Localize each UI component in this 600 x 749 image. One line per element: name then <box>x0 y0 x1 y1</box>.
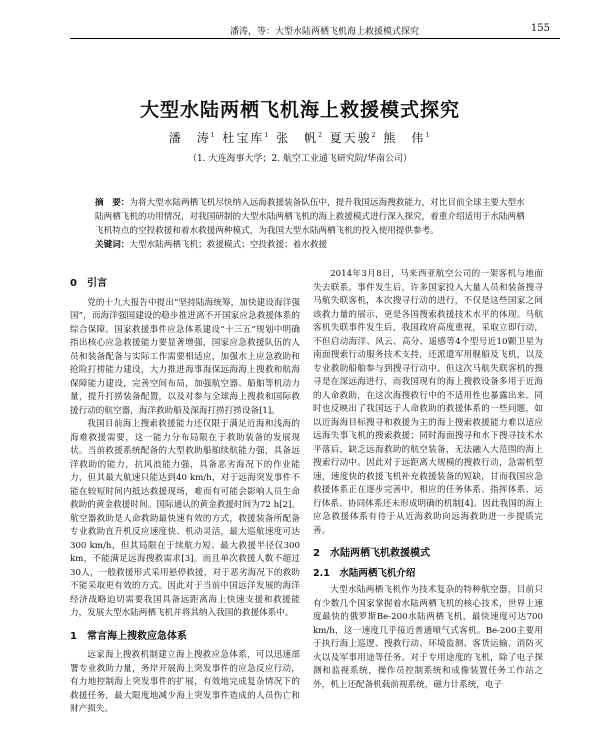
running-head-title: 潘涛，等：大型水陆两栖飞机海上救援模式探究 <box>230 27 420 37</box>
author-list <box>0 129 600 146</box>
left-column <box>70 268 300 717</box>
right-column <box>313 268 543 692</box>
abstract-text: 为将大型水陆两栖飞机尽快纳入远海救援装备队伍中，提升我国远海搜救能力，对比目前全球主要大型水陆两栖飞机的功用情况，对我国研制的大型水陆两栖飞机的海上救援模式进行深入探究，着重介绍适用于水陆两栖飞机特点的空投救援和着水救援两种模式，为我国大型水陆两栖飞机的投入使用提供参考。 <box>95 198 525 236</box>
affiliation: （1. 大连海事大学；2. 航空工业通飞研究院/华南公司） <box>188 154 412 164</box>
section-heading-intro: 0 引言 <box>70 278 107 289</box>
running-head <box>70 24 560 39</box>
section-heading-1: 1 常言海上搜救应急体系 <box>70 630 187 642</box>
author: 张 帆$^2$ <box>276 131 324 145</box>
author: 潘 涛$^1$ <box>168 131 217 145</box>
author: 夏天骏$^2$ <box>329 131 378 145</box>
paragraph: 2014年3月8日，马来西亚航空公司的一架客机与地面失去联系。事件发生后，许多国家投入大量人员和装备搜寻马航失联客机，本次搜寻行动的进行，不仅是这些国家之间该救力量的展示，更是各国搜索救援技术水平的体现。马航客机失联事件发生后，我国政府高度重视，采取立即行动，不但启动海洋、风云、高分、遥感等4个型号近10颗卫星为南面搜索行动服务技术支持，还派遣军用舰船及飞机，以及专业救助船舶参与到搜寻行动中。但这次马航失联客机的搜寻是在深远海进行，而我国现有的海上搜救设备多用于近海的人命救助，在这次海搜救行中的不适用性也暴露出来。同时也反映出了我国远于人命救助的救援体系的一些问题，如以近海海目标搜寻和救援为主的海上搜索救援能力难以适应远海失事飞机的搜索救援；同时海面搜寻和水下搜寻技术水平落后，缺乏远海救助的航空装备，无法融入大范围的海上搜索行动中。因此对于远距离大规模的搜救行动，急需机型速，速度快的救援飞机补充救援装备的短缺，甘而我国应急救援体系正在逐步完善中，相应的任务体系、指挥体系、运行体系、协同体系还未形成明确的机制[4]。因此我国的海上应急救援体系有待于从近海救助向远海救助进一步提质完善。 <box>313 269 543 536</box>
author: 熊 伟$^1$ <box>383 131 432 145</box>
keywords-text: 大型水陆两栖飞机；救援模式；空投救援；着水救援 <box>129 240 328 250</box>
abstract-block <box>95 196 525 252</box>
abstract <box>95 196 525 238</box>
paragraph: 党的十九大报告中提出“坚持陆海统筹，加快建设海洋强国”，而海洋强国建设的稳步推进离不开国家应急救援体系的综合保障。国家救援事件应急体系建设“十三五”规划中明确指出核心应急救援能力要显著增强，国家应急救援队伍的人员和装备配备与实际工作需要相适应，加强水上应急救助和抢险打捞能力建设，大力推进海事海保远海海上搜救和航海保障能力建设，完善空间布局，加强航空器、船舶等机动力量，提升打捞装备配置，以及对参与全球海上搜救和国际救援行动的航空器，海洋救助船及深海打捞打捞设备[1]。 <box>70 297 300 416</box>
keywords <box>95 238 525 252</box>
section-heading-2: 2 水陆两栖飞机救援模式 <box>313 548 430 559</box>
subsection-heading-2-1: 2.1 水陆两栖飞机介绍 <box>313 567 416 579</box>
paragraph: 我国目前海上搜索救援能力还仅限于满足近海和浅海的海难救援需要，这一能力分布局限在于救助装备的发展现状。当前救援系统配备的大型救助船舶续航能力强，具备远洋救助的能力，抗风浪能力强，具备恶劣海况下的作业能力，但其最大航速只能达到40 km/h，对于远海突发事件不能在较短时间内抵达救援现场，难而有可能会影响人员生命救助的黄金救援时间。国际通认的黄金救援时间为72 h[2]。航空器救助是人命救助最快速有效的方式，救援装备所配备专业救助直升机反应速度快、机动灵活，最大巡航速度可达300 km/h，但其局限在于续航力短、最大救援半径仅300 km，不能满足远海搜救需求[3]。而且单次救援人数不超过30人，一般救援形式采用悬停救援，对于恶劣海况下的救助不能采取更有效的方式。因此对于当前中国远洋发展的海洋经济战略迫切需要我国具备远距离海上快速支援和救援能力，发展大型水陆两栖飞机并将其纳入我国的救援体系中。 <box>70 419 300 618</box>
author: 杜宝库$^1$ <box>222 131 271 145</box>
paper-title: 大型水陆两栖飞机海上救援模式探究 <box>139 99 460 121</box>
paragraph: 远家海上搜救机制建立海上搜救应急体系，可以迅速部署专业救助力量，务岸开展海上突发事件的应急反应行动，有力地控制海上突发事件的扩展，有效地完成复杂情况下的救援任务，最大限度地减少海上突发事件造成的人员伤亡和财产损失。 <box>70 650 300 714</box>
abstract-label: 摘 要： <box>95 198 130 208</box>
paragraph: 大型水陆两栖飞机作为技术复杂的特种航空器，目前只有少数几个国家掌握着水陆两栖飞机的核心技术，世界上速度最快的俄罗斯Be-200水陆两栖飞机，最快速度可达700 km/h，这一速度几乎接近普通喷气式客机。Be-200主要用于执行海上巡逻、搜救行动、环境监测、客货运输、消防灭火以及军事用途等任务。对于专用途度的飞机，除了电子探测和监视系统，操作员控制系统和成像装置任务工作站之外，机上还配备机载前视系统，磁力计系统，电子 <box>313 585 543 690</box>
keywords-label: 关键词： <box>95 240 130 250</box>
page-number: 155 <box>530 23 550 34</box>
